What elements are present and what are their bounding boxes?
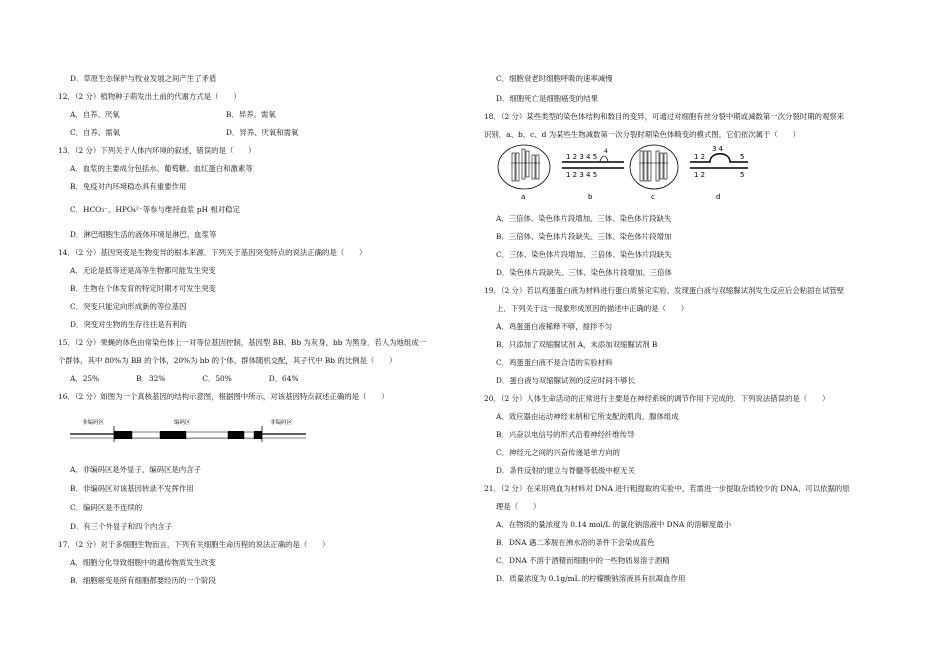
noncoding-left-label: 非编码区: [82, 420, 105, 426]
q13-option-a: A．血浆的主要成分包括水、葡萄糖、血红蛋白和激素等: [70, 164, 253, 173]
q21-stem: 21．（2 分）在采用鸡血为材料对 DNA 进行粗提取的实验中，若需进一步提取杂质较少的 DNA，可以依据的原: [484, 484, 850, 493]
q12-option-d: D．异养、厌氧和需氧: [226, 128, 299, 137]
q14-option-b: B．生物在个体发育的特定时期才可发生突变: [70, 284, 216, 293]
q13-option-c: C．HCO₃⁻、HPO₄²⁻等参与维持血浆 pH 相对稳定: [70, 205, 240, 214]
gene-structure-diagram: [70, 416, 306, 446]
q16-stem: 16．（2 分）如图为一个真核基因的结构示意图，根据图中所示，对该基因特点叙述正确的是（ ）: [58, 392, 389, 401]
q12-stem: 12．（2 分）植物种子萌发出土前的代谢方式是（ ）: [58, 92, 241, 101]
q16-option-d: D．有三个外显子和四个内含子: [70, 522, 173, 531]
q13-option-d: D．淋巴细胞生活的液体环境是淋巴、血浆等: [70, 230, 217, 239]
q18-stem: 18．（2 分）某些类型的染色体结构和数目的变异，可通过对细胞有丝分裂中期或减数第一次分裂时期的观察来: [484, 112, 845, 121]
q14-option-c: C．突变只能定向形成新的等位基因: [70, 302, 187, 311]
diagram-c: [630, 145, 678, 201]
diagram-b-label: b: [588, 193, 593, 201]
q12-option-b: B．异养、需氧: [226, 110, 276, 119]
q21-option-d: D．质量浓度为 0.1g/mL 的柠檬酸钠溶液具有抗凝血作用: [496, 574, 686, 583]
q16-option-a: A．非编码区是外显子，编码区是内含子: [70, 465, 201, 474]
diagram-d: [690, 145, 748, 201]
q19-option-b: B．只添加了双缩脲试剂 A，未添加双缩脲试剂 B: [496, 340, 658, 349]
q19-option-d: D．蛋白液与双缩脲试剂的反应时间不够长: [496, 376, 635, 385]
diagram-c-label: c: [651, 193, 655, 201]
q20-option-a: A．效应器由运动神经末梢和它所支配的肌肉、腺体组成: [496, 412, 679, 421]
q20-stem: 20．（2 分）人体生命活动的正常进行主要是在神经系统的调节作用下完成的．下列说法错误的是（ ）: [484, 394, 830, 403]
q16-option-c: C．编码区是不连续的: [70, 503, 143, 512]
noncoding-right-label: 非编码区: [270, 420, 293, 426]
q19-option-a: A．鸡蛋蛋白液稀释不够，搅拌不匀: [496, 322, 613, 331]
q14-option-d: D．突变对生物的生存往往是有利的: [70, 320, 187, 329]
q17-option-a: A．细胞分化导致细胞中的遗传物质发生改变: [70, 558, 216, 567]
diagram-d-label: d: [716, 193, 721, 201]
diagram-b-bottom-numbers: 1 2 3 4 5: [566, 171, 598, 179]
q18-option-c: C．三体、染色体片段增加、三倍体、染色体片段缺失: [496, 250, 672, 259]
q18-option-a: A．三倍体、染色体片段增加、三体、染色体片段缺失: [496, 214, 672, 223]
q18-stem-cont: 识别．a、b、c、d 为某些生物减数第一次分裂时期染色体畸变的模式图，它们依次属于（ ）: [484, 130, 800, 139]
diagram-d-top-left: 1 2: [694, 153, 706, 161]
q19-option-c: C．鸡蛋蛋白液不是合适的实验材料: [496, 358, 613, 367]
diagram-a-label: a: [521, 193, 526, 201]
q19-stem: 19．（2 分）若以鸡蛋蛋白液为材料进行蛋白质鉴定实验，发现蛋白液与双缩脲试剂发生反应后会粘固在试管壁: [484, 286, 845, 295]
q12-option-a: A．自养、厌氧: [70, 110, 120, 119]
q11-option-d: D．草原生态保护与牧业发展之间产生了矛盾: [70, 74, 217, 83]
q13-option-b: B．免疫对内环境稳态具有重要作用: [70, 182, 187, 191]
coding-label: 编码区: [174, 420, 191, 426]
q20-option-d: D．条件反射的建立与脊髓等低级中枢无关: [496, 466, 635, 475]
diagram-d-bottom-right: 5: [740, 171, 745, 179]
q16-option-b: B．非编码区对该基因转录不发挥作用: [70, 484, 194, 493]
q14-option-a: A．无论是低等还是高等生物都可能发生突变: [70, 266, 216, 275]
diagram-d-top-right: 5: [740, 153, 745, 161]
q17-option-c: C．细胞衰老时细胞呼吸的速率减慢: [496, 74, 613, 83]
q14-stem: 14．（2 分）基因突变是生物变异的根本来源．下列关于基因突变特点的说法正确的是（ ）: [58, 248, 367, 257]
diagram-a: [498, 145, 550, 201]
q20-option-c: C．神经元之间的兴奋传递是单方向的: [496, 448, 620, 457]
q20-option-b: B．兴奋以电信号的形式沿着神经纤维传导: [496, 430, 635, 439]
diagram-b-extra-number: 4: [604, 148, 608, 155]
diagram-d-bottom-left: 1 2: [694, 171, 706, 179]
q18-option-d: D．染色体片段缺失、三体、染色体片段增加、三倍体: [496, 268, 672, 277]
q15-stem-cont: 个群体，其中 80%为 BB 的个体，20%为 bb 的个体，群体随机交配，其子代中 Bb 的比例是（ ）: [58, 356, 397, 365]
q18-option-b: B．三倍体、染色体片段缺失、三体、染色体片段增加: [496, 232, 672, 241]
q21-option-b: B．DNA 遇二苯胺在沸水浴的条件下会染成蓝色: [496, 538, 655, 547]
q15-stem: 15．（2 分）果蝇的体色由常染色体上一对等位基因控制，基因型 BB、Bb 为灰身，bb 为黑身．若人为地组成一: [58, 338, 427, 347]
diagram-b-top-numbers: 1 2 3 4 5: [566, 153, 598, 161]
q12-option-c: C．自养、需氧: [70, 128, 120, 137]
q19-stem-cont: 上．下列关于这一现象形成原因的描述中正确的是（ ）: [496, 304, 689, 313]
q13-stem: 13．（2 分）下列关于人体内环境的叙述，错误的是（ ）: [58, 146, 256, 155]
chromosome-aberration-diagram: [496, 143, 848, 203]
q17-stem: 17．（2 分）对于多细胞生物而言，下列有关细胞生命历程的说法正确的是（ ）: [58, 540, 330, 549]
q21-option-a: A．在物质的量浓度为 0.14 mol/L 的氯化钠溶液中 DNA 的溶解度最小: [496, 520, 732, 529]
q15-options: A．25% B．32% C．50% D．64%: [70, 374, 299, 383]
q21-stem-cont: 理是（ ）: [496, 502, 541, 511]
q17-option-d: D．细胞死亡是细胞癌变的结果: [496, 94, 599, 103]
q21-option-c: C．DNA 不溶于酒精而细胞中的一些物质易溶于酒精: [496, 556, 670, 565]
q17-option-b: B．细胞癌变是所有细胞都要经历的一个阶段: [70, 576, 216, 585]
diagram-d-loop-numbers: 3 4: [712, 145, 724, 153]
diagram-b: [562, 148, 624, 201]
